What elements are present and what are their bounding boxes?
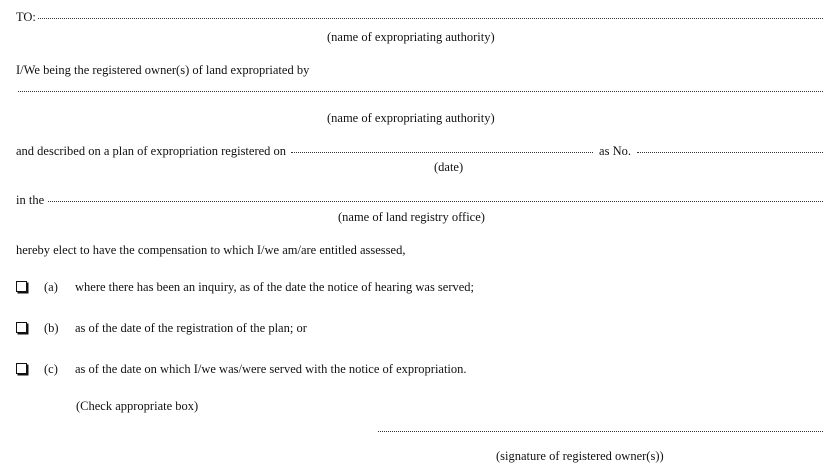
signature-caption: (signature of registered owner(s)) bbox=[496, 449, 664, 463]
date-fill-line[interactable] bbox=[291, 152, 593, 153]
as-no-label: as No. bbox=[599, 144, 631, 158]
authority-fill-line-1[interactable] bbox=[38, 18, 823, 19]
date-caption: (date) bbox=[434, 160, 464, 174]
number-fill-line[interactable] bbox=[637, 152, 823, 153]
option-c-label: (c) bbox=[44, 362, 58, 376]
option-b-checkbox[interactable] bbox=[16, 322, 27, 333]
option-c-text: as of the date on which I/we was/were served with the notice of expropriation. bbox=[75, 362, 467, 376]
signature-line bbox=[376, 433, 825, 434]
plan-line-text: and described on a plan of expropriation registered on bbox=[16, 144, 287, 158]
authority-caption-1: (name of expropriating authority) bbox=[327, 30, 495, 44]
check-note: (Check appropriate box) bbox=[76, 399, 199, 413]
registry-caption: (name of land registry office) bbox=[338, 210, 485, 224]
option-c bbox=[16, 362, 467, 377]
signature-fill-line[interactable] bbox=[378, 431, 823, 432]
option-a-label: (a) bbox=[44, 280, 58, 294]
authority-caption-2: (name of expropriating authority) bbox=[327, 111, 495, 125]
to-label: TO: bbox=[16, 10, 36, 24]
in-the-label: in the bbox=[16, 193, 45, 207]
elect-statement: hereby elect to have the compensation to which I/we am/are entitled assessed, bbox=[16, 243, 406, 257]
registry-line bbox=[16, 193, 825, 208]
owner-statement: I/We being the registered owner(s) of land expropriated by bbox=[16, 63, 310, 77]
option-a bbox=[16, 280, 474, 295]
authority-fill-line-2[interactable] bbox=[18, 91, 823, 92]
registry-fill-line[interactable] bbox=[48, 201, 823, 202]
option-b-text: as of the date of the registration of the plan; or bbox=[75, 321, 307, 335]
option-a-text: where there has been an inquiry, as of the date the notice of hearing was served; bbox=[75, 280, 475, 294]
option-a-checkbox[interactable] bbox=[16, 281, 27, 292]
option-c-checkbox[interactable] bbox=[16, 363, 27, 374]
to-line bbox=[16, 10, 825, 25]
option-b bbox=[16, 321, 307, 336]
option-b-label: (b) bbox=[44, 321, 59, 335]
plan-line bbox=[16, 144, 825, 159]
authority-line-2 bbox=[16, 93, 825, 94]
